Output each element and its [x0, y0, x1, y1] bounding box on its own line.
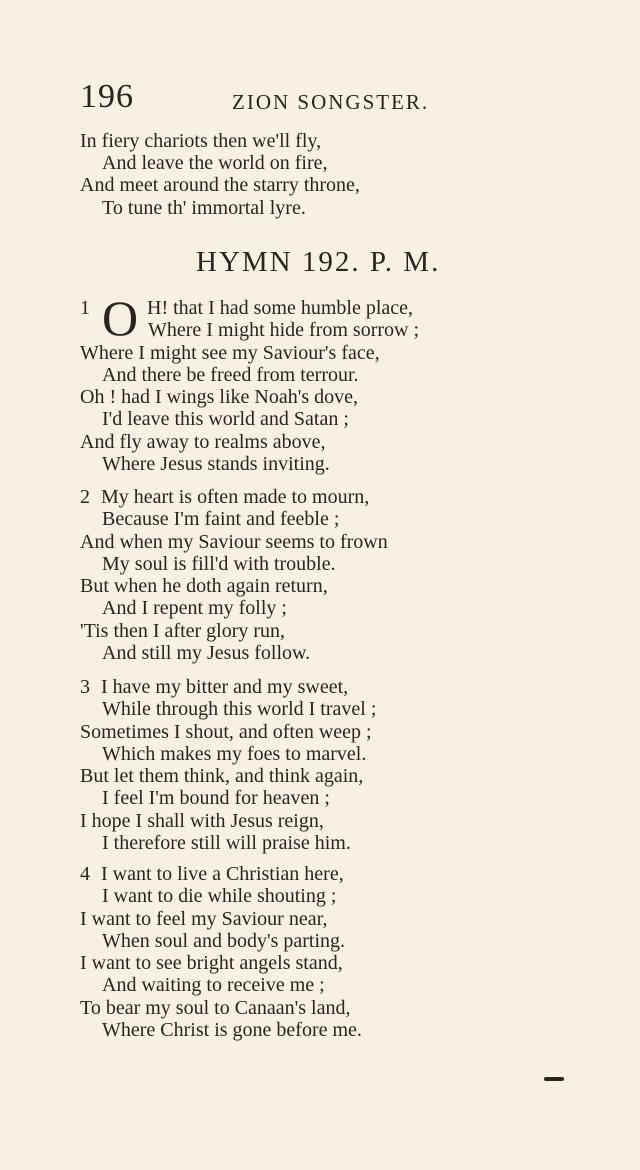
- verse-line: I want to die while shouting ;: [102, 885, 337, 908]
- hymn-title: HYMN 192. P. M.: [196, 246, 441, 278]
- verse-line: And there be freed from terrour.: [102, 363, 359, 386]
- verse-line: Which makes my foes to marvel.: [102, 742, 367, 765]
- verse-number: 4: [80, 863, 90, 885]
- verse-line: I want to feel my Saviour near,: [80, 907, 328, 930]
- verse-line: I therefore still will praise him.: [102, 832, 351, 855]
- verse-line: Where Jesus stands inviting.: [102, 453, 330, 476]
- verse-line: Oh ! had I wings like Noah's dove,: [80, 386, 358, 409]
- verse-line-text: My heart is often made to mourn,: [101, 486, 370, 508]
- page-header: [80, 78, 560, 118]
- verse-4: [80, 863, 530, 1041]
- verse-line: [80, 863, 530, 885]
- verse-line: I hope I shall with Jesus reign,: [80, 809, 324, 832]
- verse-line: And I repent my folly ;: [102, 597, 287, 620]
- verse-line: [80, 486, 530, 508]
- verse-number: 3: [80, 676, 90, 698]
- verse-line: And still my Jesus follow.: [102, 642, 311, 665]
- verse-line: When soul and body's parting.: [102, 929, 346, 952]
- verse-line: And waiting to receive me ;: [102, 974, 325, 997]
- verse-line: 'Tis then I after glory run,: [80, 619, 286, 642]
- drop-cap: O: [102, 290, 139, 346]
- stanza-line: In fiery chariots then we'll fly,: [80, 130, 322, 152]
- verse-number: 1: [80, 297, 90, 319]
- verse-line: But when he doth again return,: [80, 575, 328, 598]
- verse-line-text: I have my bitter and my sweet,: [101, 676, 349, 698]
- verse-line: I feel I'm bound for heaven ;: [102, 787, 330, 810]
- verse-line: I'd leave this world and Satan ;: [102, 408, 349, 431]
- verse-line: H! that I had some humble place,: [147, 297, 414, 319]
- verse-3: [80, 676, 530, 854]
- verse-line: Where Christ is gone before me.: [102, 1019, 362, 1042]
- verse-1: [80, 290, 530, 476]
- previous-stanza: [80, 130, 530, 219]
- verse-line: [80, 676, 530, 698]
- verse-line: Sometimes I shout, and often weep ;: [80, 720, 372, 743]
- verse-line: Because I'm faint and feeble ;: [102, 508, 340, 531]
- page-number: 196: [80, 78, 134, 115]
- verse-line: My soul is fill'd with trouble.: [102, 552, 336, 575]
- verse-number: 2: [80, 486, 90, 508]
- verse-line-text: I want to live a Christian here,: [101, 863, 344, 885]
- verse-line: And fly away to realms above,: [80, 430, 326, 453]
- verse-line: While through this world I travel ;: [102, 698, 377, 721]
- stanza-line: And leave the world on fire,: [102, 152, 328, 175]
- running-head: ZION SONGSTER.: [232, 90, 430, 114]
- verse-line: To bear my soul to Canaan's land,: [80, 996, 351, 1019]
- verse-2: [80, 486, 530, 664]
- verse-line: Where I might hide from sorrow ;: [148, 319, 420, 342]
- stanza-line: And meet around the starry throne,: [80, 174, 360, 197]
- verse-line: And when my Saviour seems to frown: [80, 530, 388, 553]
- verse-line: I want to see bright angels stand,: [80, 952, 343, 975]
- stanza-line: To tune th' immortal lyre.: [102, 196, 306, 219]
- verse-line: But let them think, and think again,: [80, 765, 364, 788]
- verse-line: Where I might see my Saviour's face,: [80, 341, 380, 364]
- catchword-dash: [544, 1077, 564, 1081]
